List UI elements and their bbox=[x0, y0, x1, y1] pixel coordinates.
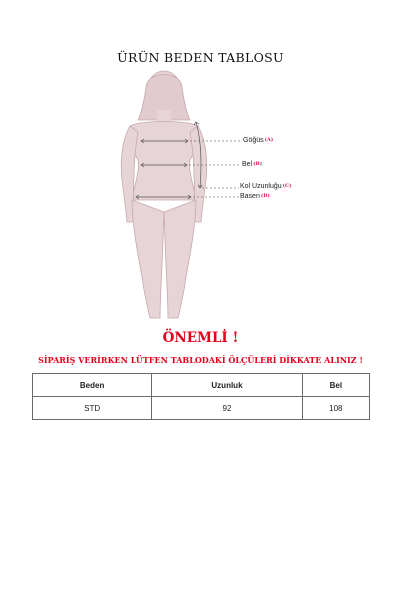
page-title: ÜRÜN BEDEN TABLOSU bbox=[117, 50, 284, 65]
silhouette-torso bbox=[129, 122, 198, 201]
order-warning-text: SİPARİŞ VERİRKEN LÜTFEN TABLODAKİ ÖLÇÜLERİ DİKKATE ALINIZ ! bbox=[38, 355, 363, 365]
silhouette-right-leg bbox=[164, 200, 196, 318]
chest-label bbox=[243, 137, 273, 144]
waist-label-text: Bel bbox=[242, 161, 253, 168]
cell-size: STD bbox=[33, 397, 152, 420]
chest-label-tag: (A) bbox=[264, 137, 274, 143]
sleeve-label-tag: (C) bbox=[282, 183, 292, 189]
size-table bbox=[32, 373, 370, 420]
sleeve-label bbox=[240, 183, 291, 190]
cell-length: 92 bbox=[152, 397, 302, 420]
chest-label-text: Göğüs bbox=[243, 137, 264, 144]
column-header-bel: Bel bbox=[302, 374, 369, 397]
cell-waist: 108 bbox=[302, 397, 369, 420]
sleeve-label-text: Kol Uzunluğu bbox=[240, 183, 282, 190]
hip-label bbox=[240, 193, 270, 200]
hip-label-tag: (D) bbox=[260, 193, 270, 199]
silhouette-left-leg bbox=[132, 200, 164, 318]
hip-label-text: Basen bbox=[240, 193, 260, 200]
important-heading: ÖNEMLİ ! bbox=[162, 330, 239, 346]
waist-label bbox=[242, 161, 262, 168]
waist-label-tag: (B) bbox=[253, 161, 263, 167]
size-table-header-row bbox=[33, 374, 370, 397]
column-header-beden: Beden bbox=[33, 374, 152, 397]
table-row bbox=[33, 397, 370, 420]
column-header-uzunluk: Uzunluk bbox=[152, 374, 302, 397]
